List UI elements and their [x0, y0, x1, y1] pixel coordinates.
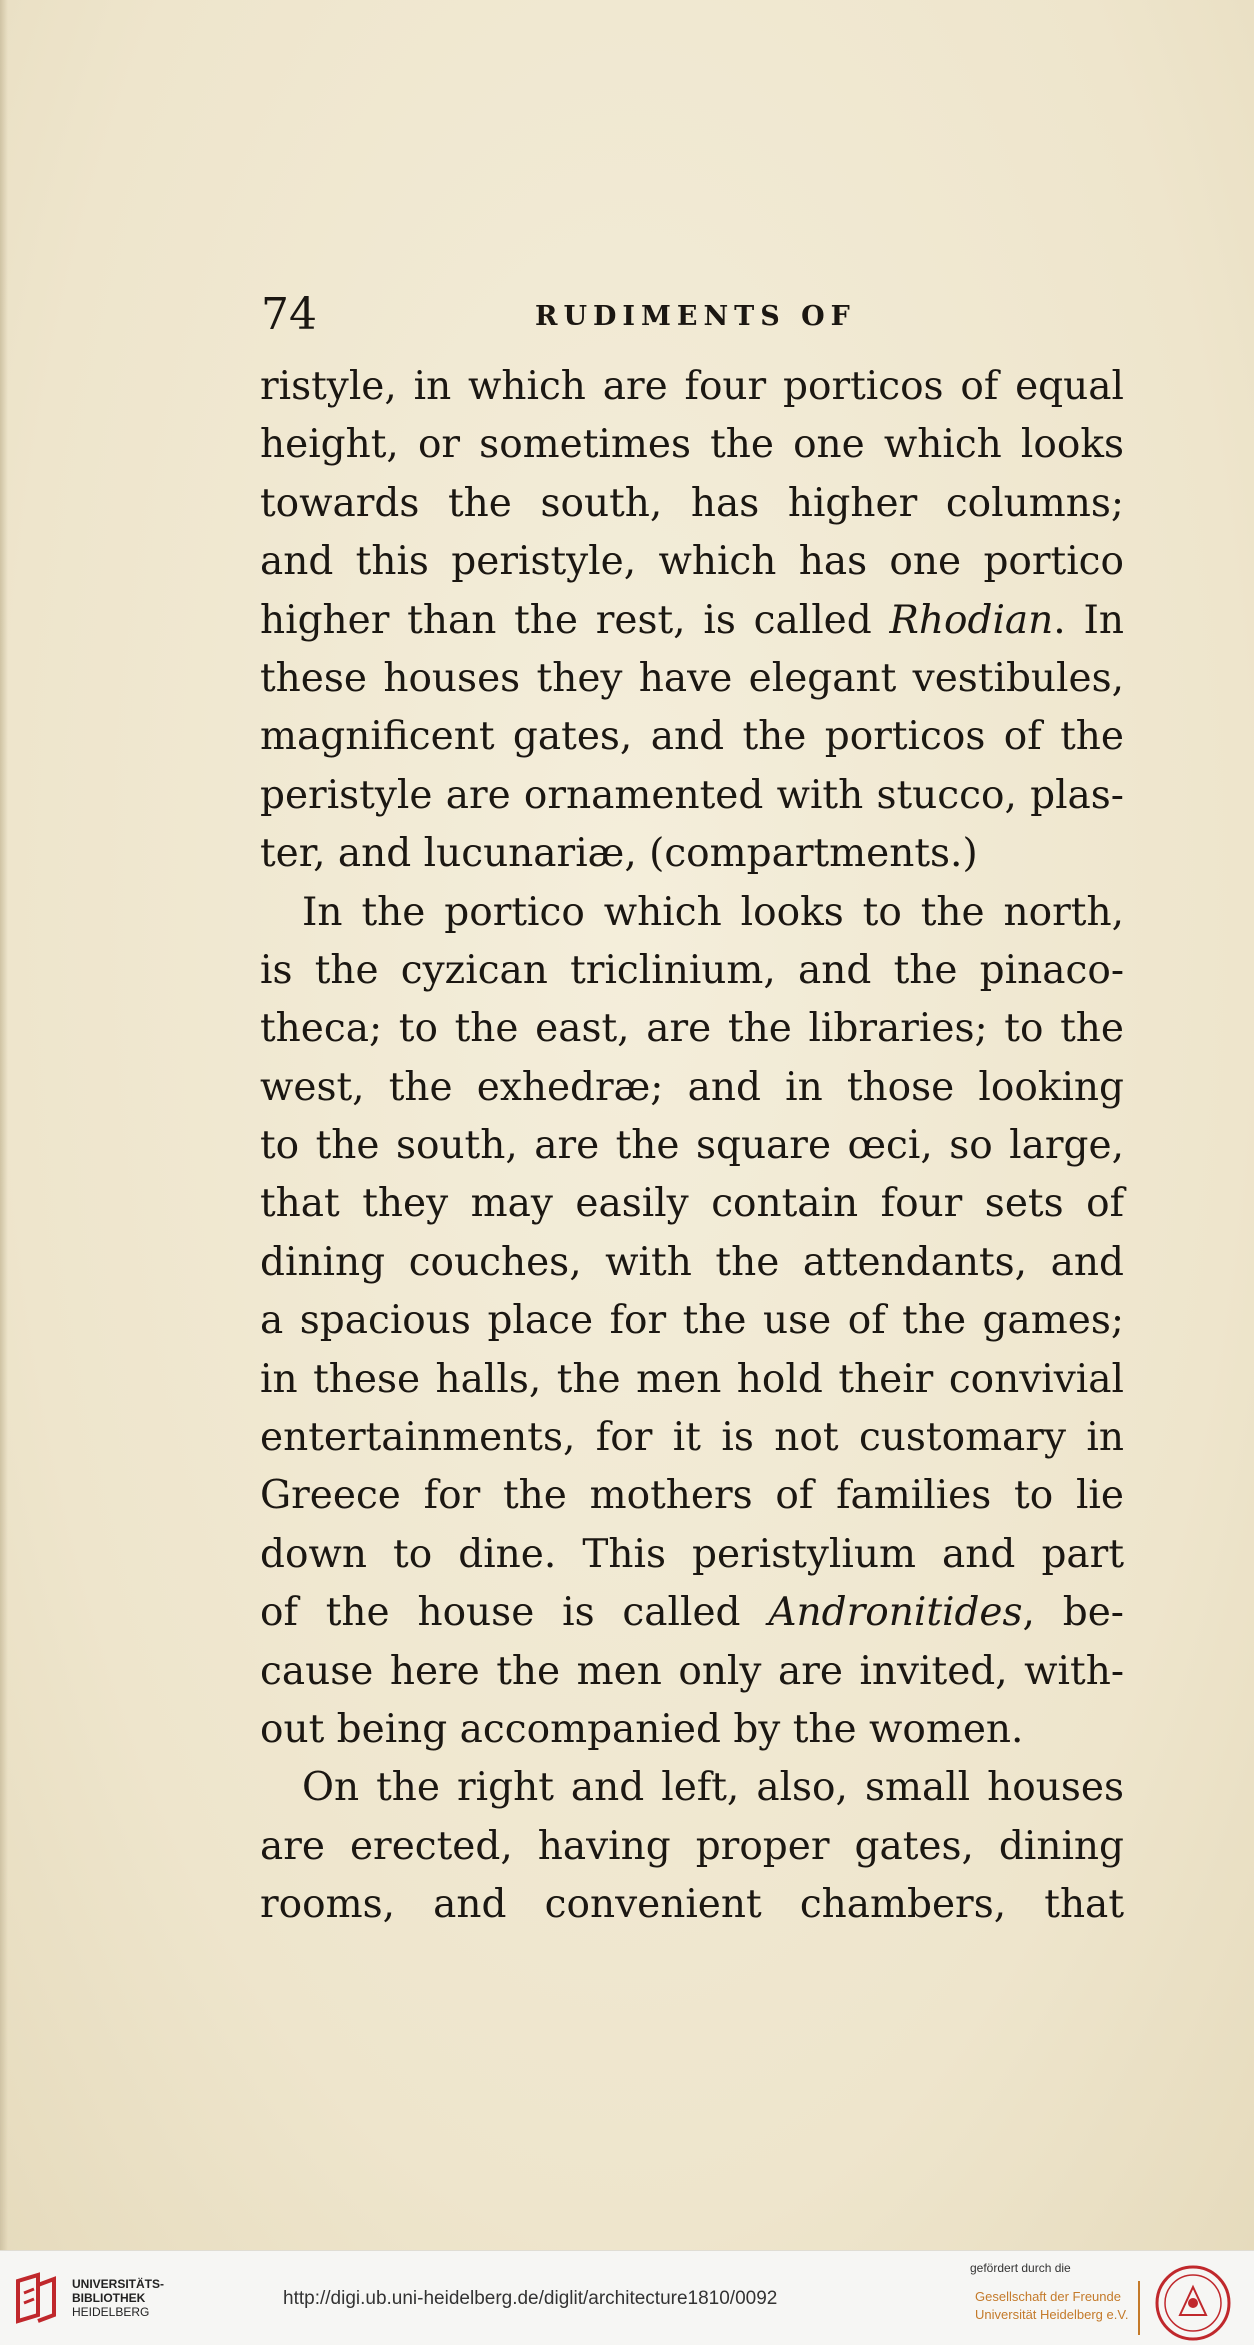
text-line: of the house is called Andronitides, be- — [260, 1590, 1124, 1636]
text-line: Greece for the mothers of families to lie — [260, 1473, 1124, 1519]
text-line: west, the exhedræ; and in those looking — [260, 1064, 1124, 1110]
university-library-logo-icon — [14, 2271, 62, 2327]
text-line: rooms, and convenient chambers, that — [260, 1882, 1124, 1928]
text-line: ristyle, in which are four porticos of equal — [260, 364, 1124, 409]
text-line: entertainments, for it is not customary in — [260, 1415, 1124, 1461]
university-seal-icon — [1150, 2263, 1236, 2343]
text-line: and this peristyle, which has one portico — [260, 539, 1124, 585]
running-head — [255, 285, 1135, 345]
text-line: peristyle are ornamented with stucco, plas- — [260, 772, 1124, 818]
permalink-url[interactable]: http://digi.ub.uni-heidelberg.de/diglit/architecture1810/0092 — [283, 2288, 778, 2309]
society-name-line1: Gesellschaft der Freunde — [975, 2289, 1121, 2304]
text-line: higher than the rest, is called Rhodian. In — [260, 597, 1125, 643]
footer-divider — [1138, 2281, 1140, 2335]
text-line: are erected, having proper gates, dining — [260, 1823, 1124, 1869]
italic-term: Rhodian — [889, 597, 1054, 643]
footer-bar — [0, 2250, 1254, 2345]
library-name-line3: HEIDELBERG — [72, 2305, 150, 2319]
text-line: these houses they have elegant vestibules, — [260, 655, 1124, 701]
supported-by-label: gefördert durch die — [970, 2261, 1071, 2275]
text-line: that they may easily contain four sets of — [260, 1181, 1124, 1227]
page-number: 74 — [261, 289, 317, 340]
text-line: towards the south, has higher columns; — [260, 480, 1124, 526]
text-line: cause here the men only are invited, with- — [260, 1648, 1124, 1694]
italic-term: Andronitides — [768, 1590, 1023, 1636]
text-line: magnificent gates, and the porticos of the — [260, 714, 1124, 760]
text-line: In the portico which looks to the north, — [302, 889, 1124, 935]
text-line: in these halls, the men hold their convivial — [260, 1356, 1124, 1402]
text-line: to the south, are the square œci, so large, — [260, 1123, 1124, 1169]
library-name-line2: BIBLIOTHEK — [72, 2291, 146, 2305]
text-line: out being accompanied by the women. — [260, 1706, 1024, 1752]
library-name-line1: UNIVERSITÄTS- — [72, 2277, 165, 2291]
text-line: down to dine. This peristylium and part — [260, 1531, 1124, 1577]
body-text — [260, 358, 1124, 1935]
library-name — [72, 2277, 164, 2319]
text-line: dining couches, with the attendants, and — [260, 1239, 1124, 1285]
text-line: a spacious place for the use of the games; — [260, 1298, 1124, 1344]
running-title: RUDIMENTS OF — [535, 301, 856, 332]
society-name-line2: Universität Heidelberg e.V. — [975, 2307, 1129, 2322]
text-line: theca; to the east, are the libraries; to the — [260, 1006, 1124, 1052]
page-edge-shadow — [0, 0, 8, 2250]
text-line: ter, and lucunariæ, (compartments.) — [260, 831, 978, 877]
society-name — [975, 2288, 1128, 2324]
text-line: On the right and left, also, small houses — [302, 1765, 1124, 1811]
text-line: is the cyzican triclinium, and the pinaco- — [260, 947, 1124, 993]
text-line: height, or sometimes the one which looks — [260, 422, 1124, 468]
